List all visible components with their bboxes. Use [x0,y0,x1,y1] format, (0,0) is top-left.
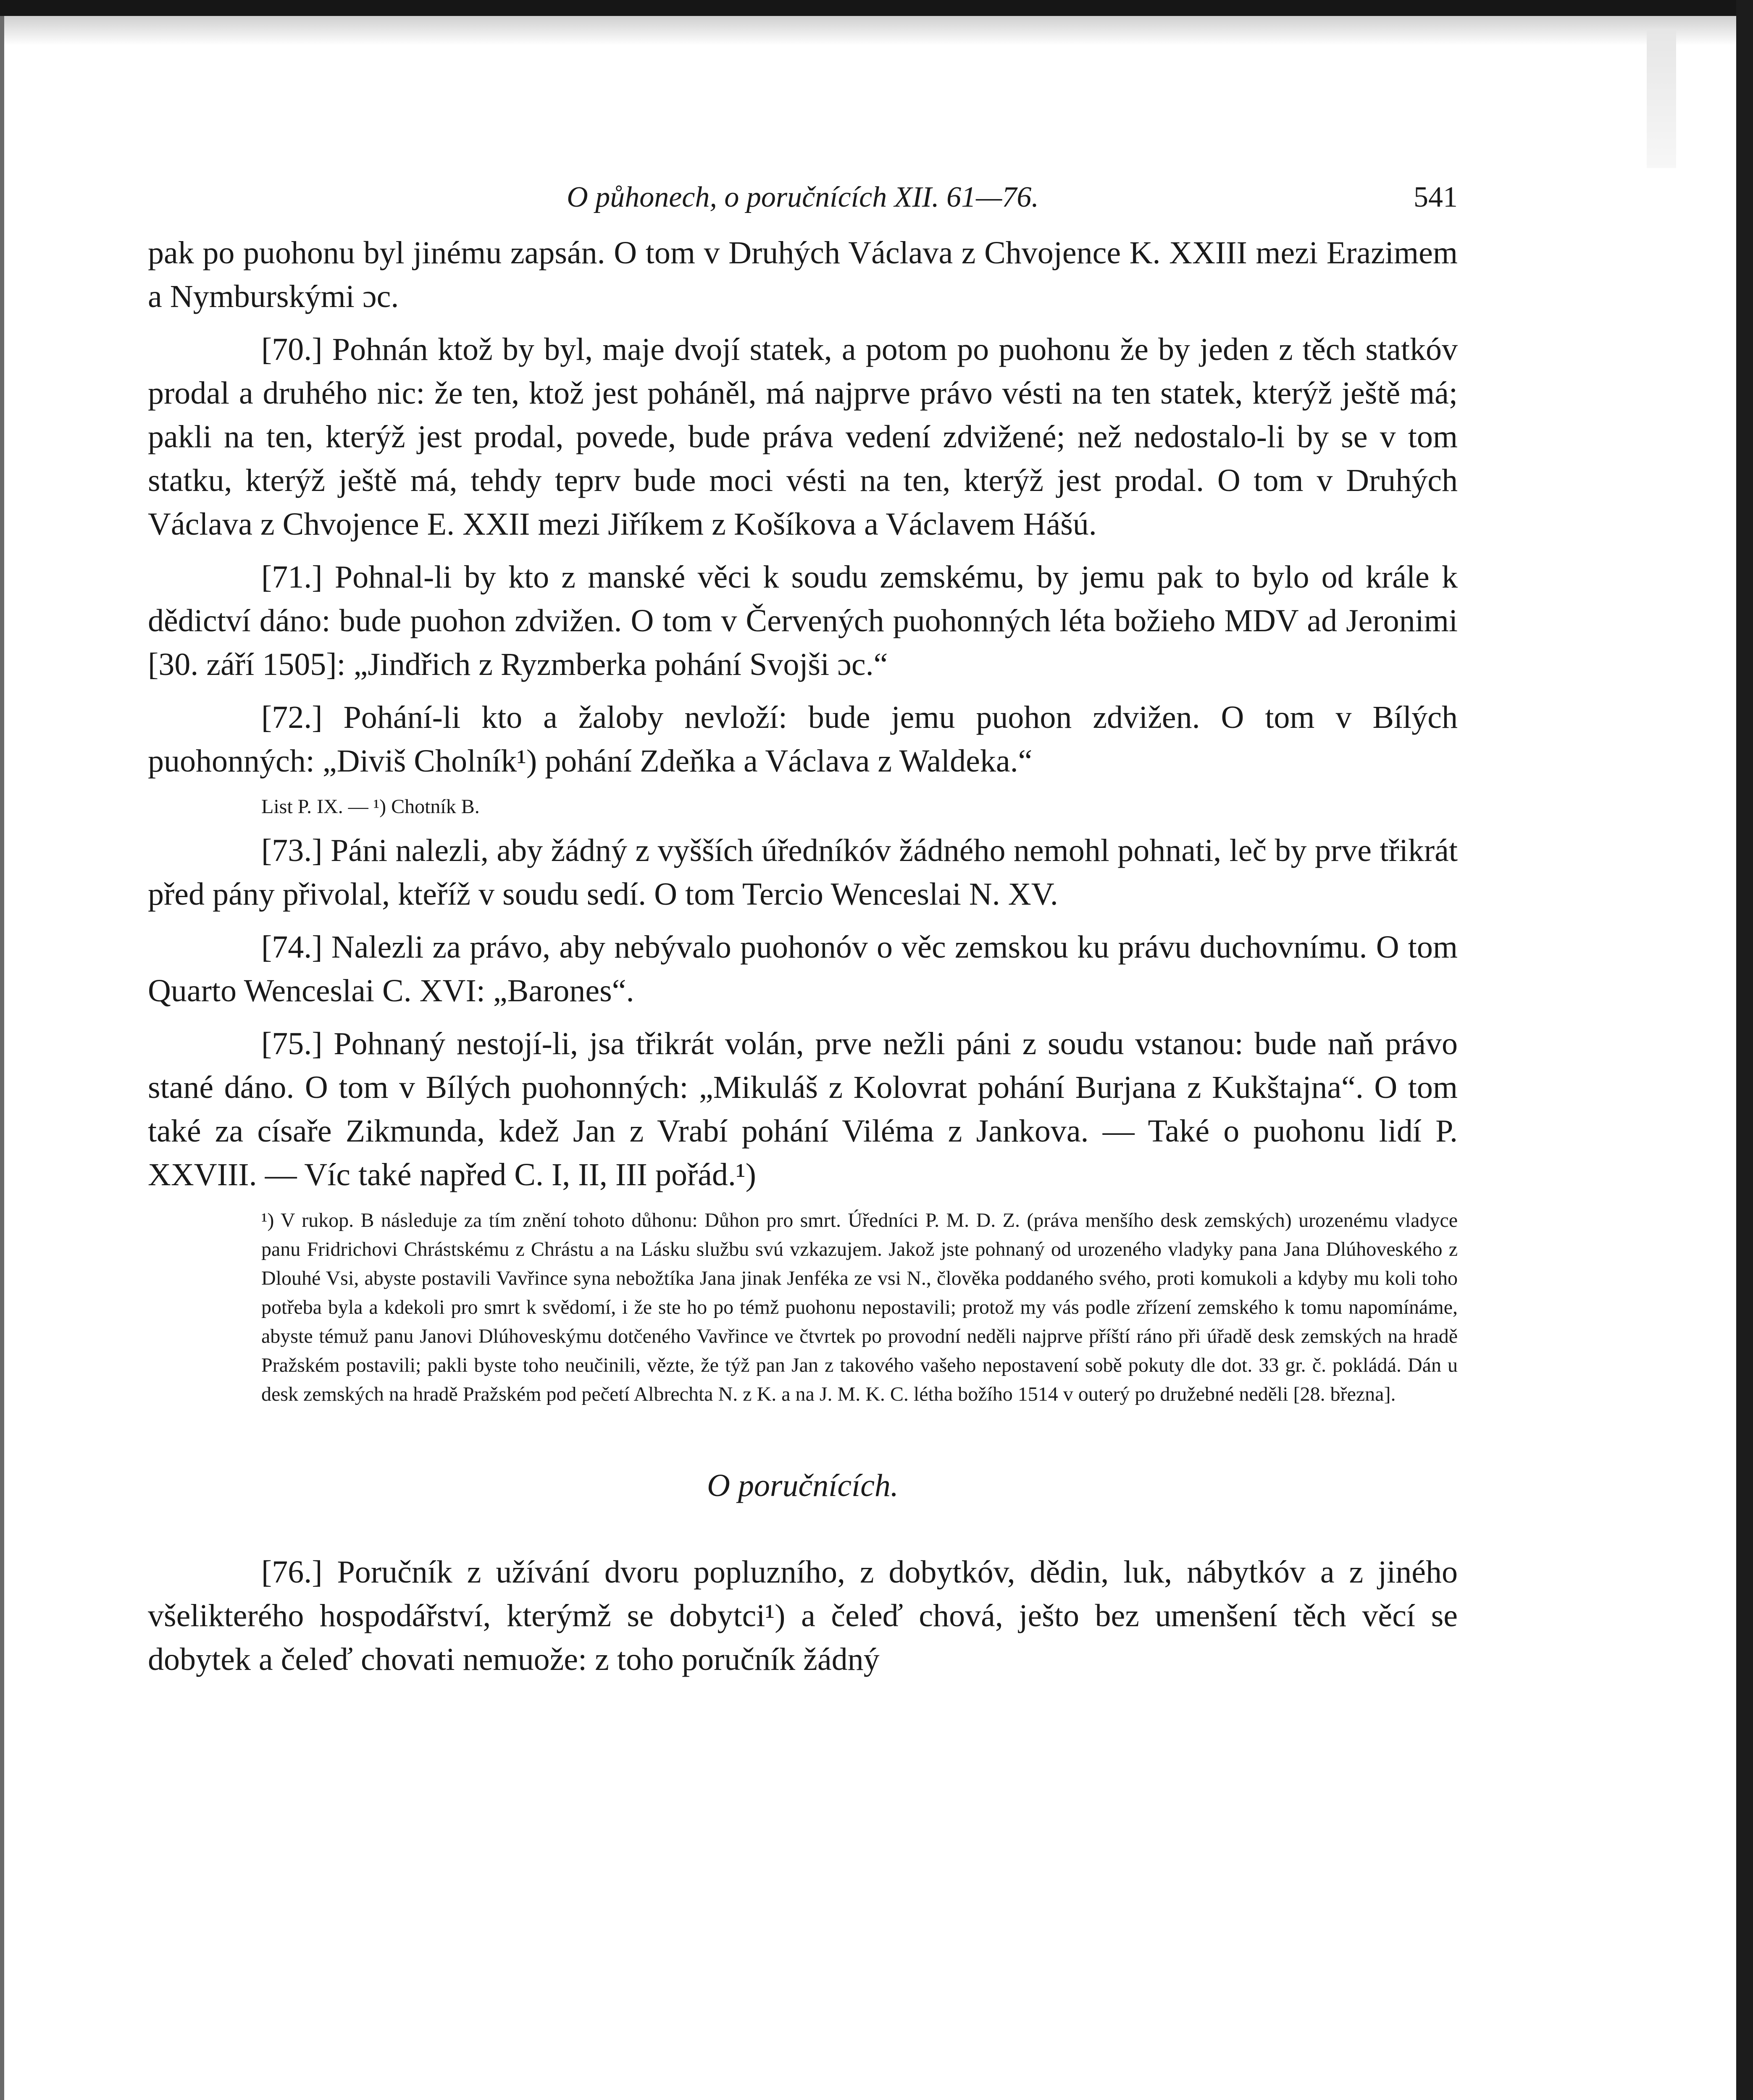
paragraph-text: Pohnán ktož by byl, maje dvojí statek, a potom po puohonu že by jeden z těch statkóv prodal a druhého nic: že ten, ktož jest poháněl, má najprve právo vésti na ten statek, kterýž ještě má; pakli na ten, kterýž jest prodal, povede, bude práva vedení zdvižené; než nedostalo-li by se v tom statku, kterýž ještě má, tehdy teprv bude moci vésti na ten, kterýž jest prodal. O tom v Druhých Václava z Chvojence E. XXII mezi Jiříkem z Košíkova a Václavem Hášú. [148,332,1458,542]
scan-top-edge [0,0,1753,16]
paragraph-number: [73.] [261,833,323,868]
note-text: List P. IX. — ¹) Chotník B. [261,795,480,818]
paragraph-number: [72.] [261,700,323,735]
paragraph-70-continuation [148,231,1458,318]
scan-right-edge [1736,0,1753,2100]
paragraph-text: Pohnal-li by kto z manské věci k soudu zemskému, by jemu pak to bylo od krále k dědictví dáno: bude puohon zdvižen. O tom v Červených puohonných léta božieho MDV ad Jeronimi [30. září 1505]: „Jindřich z Ryzmberka pohání Svojši ɔc.“ [148,559,1458,682]
paragraph-text: pak po puohonu byl jinému zapsán. O tom v Druhých Václava z Chvojence K. XXIII mezi Erazimem a Nymburskými ɔc. [148,235,1458,314]
paragraph-71 [148,555,1458,686]
paragraph-text: Poručník z užívání dvoru popluzního, z dobytkóv, dědin, luk, nábytkóv a z jiného všelikterého hospodářství, kterýmž se dobytci¹) a čeleď chová, ješto bez umenšení těch věcí se dobytek a čeleď chovati nemuože: z toho poručník žádný [148,1554,1458,1677]
book-page [148,181,1458,1690]
paragraph-number: [76.] [261,1554,323,1590]
scan-gutter [1647,29,1676,168]
paragraph-75 [148,1022,1458,1197]
paragraph-70 [148,328,1458,546]
paragraph-76 [148,1550,1458,1681]
note-72 [148,792,1458,821]
section-heading: O poručnících. [707,1468,899,1503]
page-number: 541 [1414,181,1458,213]
paragraph-74 [148,925,1458,1013]
scan-top-shade [4,16,1736,45]
footnote-75 [148,1206,1458,1409]
running-title: O půhonech, o poručnících XII. 61—76. [567,181,1039,213]
paragraph-text: Pohání-li kto a žaloby nevloží: bude jemu puohon zdvižen. O tom v Bílých puohonných: „Diviš Cholník¹) pohání Zdeňka a Václava z Waldeka.“ [148,700,1458,779]
paragraph-text: Nalezli za právo, aby nebývalo puohonóv o věc zemskou ku právu duchovnímu. O tom Quarto Wenceslai C. XVI: „Barones“. [148,929,1458,1008]
paragraph-number: [75.] [261,1026,323,1061]
paragraph-text: Pohnaný nestojí-li, jsa třikrát volán, prve nežli páni z soudu vstanou: bude naň právo stané dáno. O tom v Bílých puohonných: „Mikuláš z Kolovrat pohání Burjana z Kukštajna“. O tom také za císaře Zikmunda, kdež Jan z Vrabí pohání Viléma z Jankova. — Také o puohonu lidí P. XXVIII. — Víc také napřed C. I, II, III pořád.¹) [148,1026,1458,1192]
paragraph-72 [148,696,1458,783]
scan-left-edge [0,0,4,2100]
paragraph-number: [70.] [261,332,323,367]
running-header [148,181,1458,231]
paragraph-text: Páni nalezli, aby žádný z vyšších úředníkóv žádného nemohl pohnati, leč by prve třikrát před pány přivolal, kteříž v soudu sedí. O tom Tercio Wenceslai N. XV. [148,833,1458,912]
paragraph-number: [74.] [261,929,323,965]
footnote-text: ¹) V rukop. B následuje za tím znění tohoto důhonu: Důhon pro smrt. Úředníci P. M. D. Z. (práva menšího desk zemských) urozenému vladyce panu Fridrichovi Chrástskému z Chrástu a na Lásku službu svú vzkazujem. Jakož jste pohnaný od urozeného vladyky pana Jana Dlúhoveského z Dlouhé Vsi, abyste postavili Vavřince syna nebožtíka Jana jinak Jenféka ze vsi N., člověka poddaného svého, proti komukoli a kdyby mu koli toho potřeba byla a kdekoli pro smrt k svědomí, i že ste ho po témž puohonu nepostavili; protož my vás podle zřízení zemského k tomu napomínáme, abyste témuž panu Janovi Dlúhoveskýmu dotčeného Vavřince ve čtvrtek po provodní neděli najprve příští ráno při úřadě desk zemských na hradě Pražském postavili; pakli byste toho neučinili, vězte, že týž pan Jan z takového vašeho nepostavení sobě pokuty dle dot. 33 gr. č. pokládá. Dán u desk zemských na hradě Pražském pod pečetí Albrechta N. z K. a na J. M. K. C. létha božího 1514 v outerý po družebné neděli [28. března]. [261,1209,1458,1405]
paragraph-73 [148,829,1458,916]
paragraph-number: [71.] [261,559,323,595]
